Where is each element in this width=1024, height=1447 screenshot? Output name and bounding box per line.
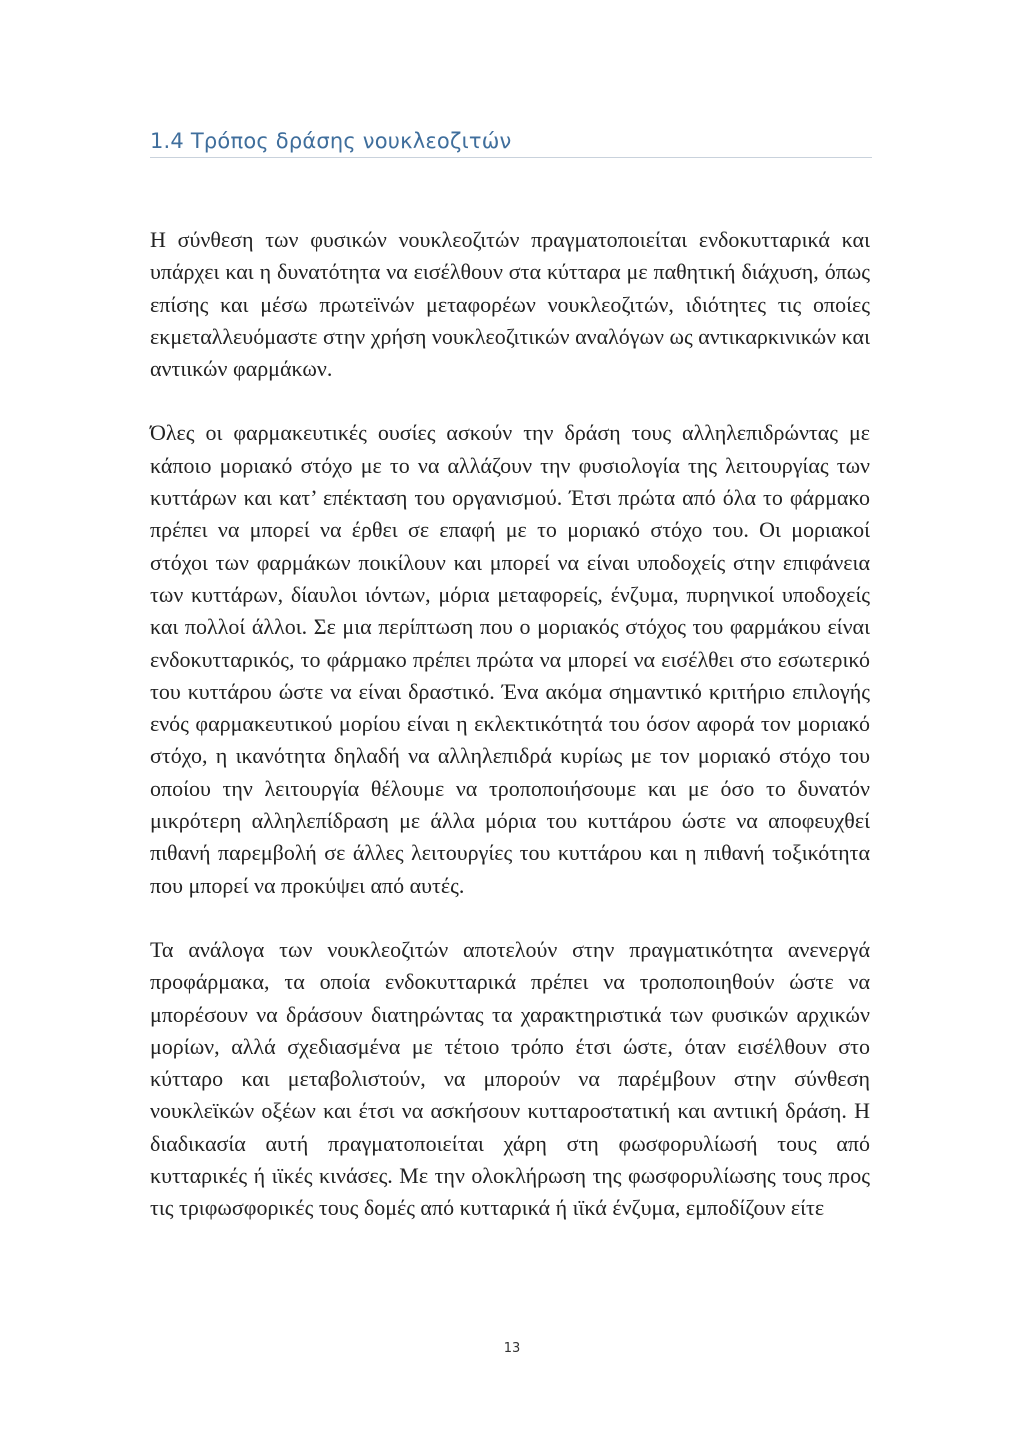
paragraph-2: Όλες οι φαρμακευτικές ουσίες ασκούν την δράση τους αλληλεπιδρώντας με κάποιο μοριακό στόχο με το να αλλάζουν την φυσιολογία της λειτουργίας των κυττάρων και κατ’ επέκταση του οργανισμού. Έτσι πρώτα από όλα το φάρμακο πρέπει να μπορεί να έρθει σε επαφή με το μοριακό στόχο του. Οι μοριακοί στόχοι των φαρμάκων ποικίλουν και μπορεί να είναι υποδοχείς στην επιφάνεια των κυττάρων, δίαυλοι ιόντων, μόρια μεταφορείς, ένζυμα, πυρηνικοί υποδοχείς και πολλοί άλλοι. Σε μια περίπτωση που ο μοριακός στόχος του φαρμάκου είναι ενδοκυτταρικός, το φάρμακο πρέπει πρώτα να μπορεί να εισέλθει στο εσωτερικό του κυττάρου ώστε να είναι δραστικό. Ένα ακόμα σημαντικό κριτήριο επιλογής ενός φαρμακευτικού μορίου είναι η εκλεκτικότητά του όσον αφορά τον μοριακό στόχο, η ικανότητα δηλαδή να αλληλεπιδρά κυρίως με τον μοριακό στόχο του οποίου την λειτουργία θέλουμε να τροποποιήσουμε και με όσο το δυνατόν μικρότερη αλληλεπίδραση με άλλα μόρια του κυττάρου ώστε να αποφευχθεί πιθανή παρεμβολή σε άλλες λειτουργίες του κυττάρου και η πιθανή τοξικότητα που μπορεί να προκύψει από αυτές. bbox=[150, 420, 870, 898]
section-heading: 1.4 Τρόπος δράσης νουκλεοζιτών bbox=[150, 129, 512, 153]
body-text bbox=[150, 224, 870, 1257]
paragraph-1: Η σύνθεση των φυσικών νουκλεοζιτών πραγματοποιείται ενδοκυτταρικά και υπάρχει και η δυνατότητα να εισέλθουν στα κύτταρα με παθητική διάχυση, όπως επίσης και μέσω πρωτεϊνών μεταφορέων νουκλεοζιτών, ιδιότητες τις οποίες εκμεταλλευόμαστε στην χρήση νουκλεοζιτικών αναλόγων ως αντικαρκινικών και αντιικών φαρμάκων. bbox=[150, 227, 870, 382]
heading-underline bbox=[150, 157, 872, 158]
paragraph-3: Τα ανάλογα των νουκλεοζιτών αποτελούν στην πραγματικότητα ανενεργά προφάρμακα, τα οποία ενδοκυτταρικά πρέπει να τροποποιηθούν ώστε να μπορέσουν να δράσουν διατηρώντας τα χαρακτηριστικά των φυσικών αρχικών μορίων, αλλά σχεδιασμένα με τέτοιο τρόπο έτσι ώστε, όταν εισέλθουν στο κύτταρο και μεταβολιστούν, να μπορούν να παρέμβουν στην σύνθεση νουκλεϊκών οξέων και έτσι να ασκήσουν κυτταροστατική και αντιική δράση. Η διαδικασία αυτή πραγματοποιείται χάρη στη φωσφορυλίωσή τους από κυτταρικές ή ιϊκές κινάσες. Με την ολοκλήρωση της φωσφορυλίωσης τους προς τις τριφωσφορικές τους δομές από κυτταρικά ή ιϊκά ένζυμα, εμποδίζουν είτε bbox=[150, 936, 870, 1221]
page-number: 13 bbox=[503, 1341, 521, 1356]
